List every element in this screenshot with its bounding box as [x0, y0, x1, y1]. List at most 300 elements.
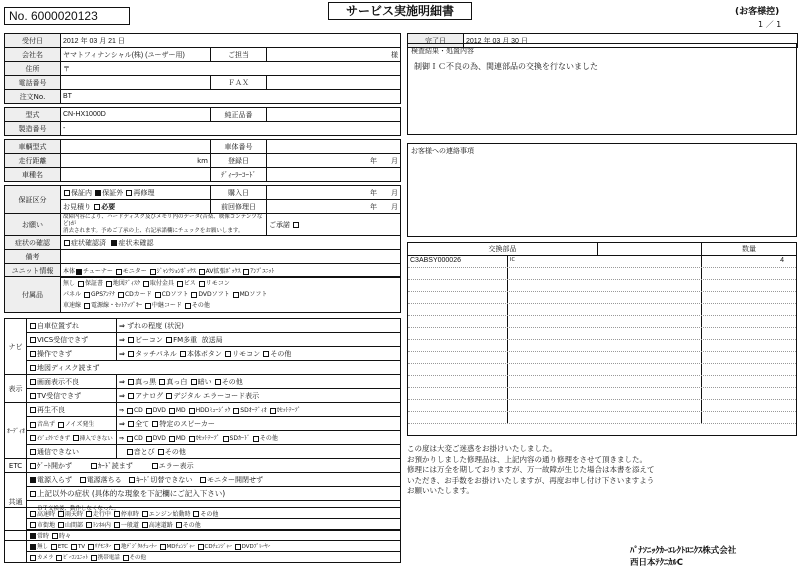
- contact-label: ご担当: [211, 48, 267, 62]
- parts-label: 交換部品: [408, 243, 598, 255]
- display-item-text: 画面表示不良: [37, 377, 79, 386]
- car-name-label: 車種名: [5, 168, 61, 182]
- road-checkbox[interactable]: [176, 522, 182, 528]
- remarks-value: [61, 250, 401, 264]
- display-analog: アナログ: [135, 391, 164, 400]
- acc-checkbox[interactable]: [145, 303, 151, 309]
- parts-row-empty: [408, 388, 796, 400]
- contact-sama: 様: [267, 48, 401, 62]
- opt-checkbox[interactable]: [235, 544, 241, 550]
- purchase-value: 年 月: [267, 186, 401, 200]
- road-checkbox[interactable]: [142, 522, 148, 528]
- genuine-value: [267, 108, 401, 122]
- common-label: 共通: [5, 473, 27, 531]
- audio-md: MD: [175, 407, 186, 414]
- quote-text: お見積り: [63, 202, 91, 211]
- acc-checkbox[interactable]: [199, 281, 205, 287]
- consent-cell: [267, 214, 401, 236]
- parts-header: [408, 243, 796, 256]
- acc-checkbox[interactable]: [84, 303, 90, 309]
- parts-row-empty: [408, 352, 796, 364]
- opt-checkbox[interactable]: [198, 544, 204, 550]
- in-warranty-text: 保証内: [71, 188, 92, 197]
- received-date: 2012 年 03 月 21 日: [61, 34, 401, 48]
- option-label: [5, 541, 27, 563]
- navi-touch: タッチパネル: [135, 349, 177, 358]
- navi-checkbox[interactable]: [263, 351, 269, 357]
- navi-checkbox[interactable]: [30, 337, 36, 343]
- common-checkbox[interactable]: [129, 477, 135, 483]
- request-label: お願い: [5, 214, 61, 236]
- display-checkbox[interactable]: [191, 379, 197, 385]
- navi-checkbox[interactable]: [30, 365, 36, 371]
- audio-item-text: 通信できない: [37, 447, 79, 456]
- symptom-options: [61, 236, 401, 250]
- order-label: 注文No.: [5, 90, 61, 104]
- audio-detail: [117, 445, 401, 459]
- etc-options: [27, 459, 401, 473]
- chassis-value: [267, 140, 401, 154]
- navi-item: [27, 347, 117, 361]
- symptom-table: [4, 318, 401, 531]
- navi-checkbox[interactable]: [166, 337, 172, 343]
- audio-checkbox[interactable]: [30, 407, 36, 413]
- unit-tuner-checkbox[interactable]: [76, 269, 82, 275]
- audio-sd: SDｵｰﾃﾞｨｵ: [240, 407, 267, 414]
- remarks-label: 備考: [5, 250, 61, 264]
- road-checkbox[interactable]: [30, 511, 36, 517]
- audio-detail: ⇒ 全て 特定のスピーカー: [117, 417, 401, 431]
- received-label: 受付日: [5, 34, 61, 48]
- etc-gate: ｹﾞｰﾄ開かず: [37, 461, 72, 470]
- common-drop: 電源落ちる: [86, 475, 122, 484]
- common-checkbox[interactable]: [80, 477, 86, 483]
- audio-sd2: SDｶｰﾄﾞ: [229, 435, 250, 442]
- etc-checkbox[interactable]: [91, 463, 97, 469]
- company-value: ヤマトフィナンシャル(株) (ユーザー用): [61, 48, 211, 62]
- audio-skip: 音とび: [133, 447, 155, 456]
- unit-amp-checkbox[interactable]: [243, 269, 249, 275]
- audio-md2: MD: [175, 435, 186, 442]
- road-other2: その他: [182, 521, 201, 529]
- warranty-options: [61, 186, 211, 200]
- navi-detail: ⇒ ずれの程度 (状況): [117, 319, 401, 333]
- audio-checkbox[interactable]: [127, 436, 133, 442]
- display-checkbox[interactable]: [128, 379, 134, 385]
- navi-item: [27, 361, 401, 375]
- navi-item-text: 操作できず: [37, 349, 72, 358]
- road-checkbox[interactable]: [30, 522, 36, 528]
- display-dark: 暗い: [197, 377, 212, 386]
- opt-camera: カメラ: [37, 555, 54, 561]
- document-number: No. 6000020123: [4, 7, 130, 25]
- notice-line: 修理には万全を期しておりますが、万一故障が生じた場合は本書を添えて: [407, 465, 655, 474]
- document-title: サービス実施明細書: [328, 2, 472, 20]
- company-label: 会社名: [5, 48, 61, 62]
- fax-value: [267, 76, 401, 90]
- audio-label: ｵｰﾃﾞｨｵ: [5, 403, 27, 459]
- consent-checkbox[interactable]: [293, 222, 299, 228]
- road-checkbox[interactable]: [114, 511, 120, 517]
- notice-text: [407, 444, 797, 497]
- out-warranty-text: 保証外: [102, 188, 124, 197]
- road-checkbox[interactable]: [193, 511, 199, 517]
- common-note-row: [27, 487, 401, 501]
- opt-checkbox[interactable]: [71, 544, 77, 550]
- audio-checkbox[interactable]: [189, 436, 195, 442]
- audio-checkbox[interactable]: [233, 408, 239, 414]
- symptom-confirmed-checkbox[interactable]: [64, 240, 70, 246]
- opt-other: その他: [129, 555, 147, 561]
- navi-item-text: VICS受信できず: [37, 335, 89, 344]
- symptom-unconfirmed-checkbox[interactable]: [111, 240, 117, 246]
- audio-checkbox[interactable]: [127, 408, 133, 414]
- audio-item: [27, 417, 117, 431]
- road-checkbox[interactable]: [58, 522, 64, 528]
- quote-options: [61, 200, 211, 214]
- acc-checkbox[interactable]: [143, 281, 149, 287]
- road-row3: [27, 530, 401, 541]
- mileage-label: 走行距離: [5, 154, 61, 168]
- acc-checkbox[interactable]: [191, 292, 197, 298]
- audio-cassette2: ｶｾｯﾄﾃｰﾌﾟ: [195, 435, 220, 442]
- quote-needed-checkbox[interactable]: [94, 204, 100, 210]
- opt-dvd: DVDﾌﾟﾚｰﾔｰ: [241, 544, 271, 550]
- audio-checkbox[interactable]: [223, 436, 229, 442]
- road-general: 一般道: [120, 521, 139, 529]
- road-label: [5, 508, 27, 541]
- parts-row-empty: [408, 268, 796, 280]
- audio-detail: ⇒ CD DVD MD HDDﾐｭｰｼﾞｯｸ SDｵｰﾃﾞｨｵ ｶｾｯﾄﾃｰﾌﾟ: [117, 403, 401, 417]
- chassis-label: 車体番号: [211, 140, 267, 154]
- etc-checkbox[interactable]: [30, 463, 36, 469]
- genuine-label: 純正品番: [211, 108, 267, 122]
- audio-checkbox[interactable]: [169, 436, 175, 442]
- parts-row-empty: [408, 328, 796, 340]
- road-checkbox[interactable]: [52, 533, 58, 539]
- parts-row-empty: [408, 376, 796, 388]
- navi-checkbox[interactable]: [128, 351, 134, 357]
- acc-checkbox[interactable]: [78, 281, 84, 287]
- acc-map: 地図ﾃﾞｨｽｸ: [112, 280, 140, 287]
- display-checkbox[interactable]: [215, 379, 221, 385]
- phone-value: [61, 76, 211, 90]
- opt-checkbox[interactable]: [114, 544, 120, 550]
- opt-row2: [27, 552, 401, 563]
- opt-etc: ETC: [57, 544, 69, 550]
- unit-amp: ｱﾝﾌﾟﾕﾆｯﾄ: [250, 268, 275, 275]
- opt-checkbox[interactable]: [56, 555, 62, 561]
- order-value: BT: [61, 90, 401, 104]
- display-white: 真っ白: [166, 377, 188, 386]
- audio-all: 全て: [135, 419, 150, 428]
- audio-checkbox[interactable]: [169, 408, 175, 414]
- audio-detail: ⇒ CD DVD MD ｶｾｯﾄﾃｰﾌﾟ SDｶｰﾄﾞ その他: [117, 431, 401, 445]
- acc-cd-card: CDカード: [124, 291, 152, 298]
- rework-checkbox[interactable]: [126, 190, 132, 196]
- navi-other: その他: [270, 349, 292, 358]
- road-stopped: 停車時: [120, 510, 139, 518]
- audio-checkbox[interactable]: [127, 449, 133, 455]
- acc-row3: [63, 300, 398, 311]
- request-text: 故障内容により、ハードディスク及びメモリ内のデータ(音楽、映像コンテンツなど)が 消去されます。予めご了承の上、右記承諾欄にチェックをお願いします。: [61, 214, 267, 236]
- common-options: [27, 473, 401, 487]
- navi-checkbox[interactable]: [225, 351, 231, 357]
- road-checkbox[interactable]: [86, 522, 92, 528]
- opt-checkbox[interactable]: [91, 555, 97, 561]
- dealer-code-label: ﾃﾞｨｰﾗｰｺｰﾄﾞ: [211, 168, 267, 182]
- mileage-unit: km: [61, 154, 211, 168]
- road-checkbox[interactable]: [30, 533, 36, 539]
- display-other: その他: [221, 377, 243, 386]
- audio-cassette: ｶｾｯﾄﾃｰﾌﾟ: [276, 407, 301, 414]
- audio-speaker: 特定のスピーカー: [159, 419, 215, 428]
- audio-dvd2: DVD: [152, 435, 166, 442]
- road-other: その他: [200, 510, 219, 518]
- opt-checkbox[interactable]: [123, 555, 129, 561]
- prev-repair-value: 年 月: [267, 200, 401, 214]
- address-label: 住所: [5, 62, 61, 76]
- audio-item-text: 音出ず: [37, 421, 56, 428]
- parts-row-empty: [408, 340, 796, 352]
- notice-line: この度は大変ご迷惑をお掛けいたしました。: [407, 444, 557, 453]
- audio-checkbox[interactable]: [146, 408, 152, 414]
- audio-cd2: CD: [133, 435, 143, 442]
- acc-power: 電源線・ｾｯﾄｱｯﾌﾟｷｰ: [90, 302, 142, 309]
- navi-checkbox[interactable]: [30, 351, 36, 357]
- common-checkbox[interactable]: [200, 477, 206, 483]
- etc-label: ETC: [5, 459, 27, 473]
- road-mountain: 山間部: [64, 521, 83, 529]
- result-label: 検査結果・処置内容: [411, 47, 474, 55]
- opt-checkbox[interactable]: [88, 544, 94, 550]
- opt-beacon: ﾋﾞｰｺﾝﾕﾆｯﾄ: [63, 555, 89, 561]
- unit-monitor-checkbox[interactable]: [116, 269, 122, 275]
- company-branch: 西日本ﾃｸﾆｶﾙC: [630, 558, 683, 568]
- symptom-label: 症状の確認: [5, 236, 61, 250]
- audio-other: その他: [164, 447, 186, 456]
- etc-card: ｶｰﾄﾞ読まず: [97, 461, 133, 470]
- accessory-table: [4, 276, 401, 313]
- prev-repair-label: 前回修理日: [211, 200, 267, 214]
- common-note: 上記以外の症状 (具体的な現象を下記欄にご記入下さい): [37, 489, 226, 498]
- opt-digital: 地ﾃﾞｼﾞﾀﾙﾁｭｰﾅｰ: [121, 544, 157, 550]
- road-checkbox[interactable]: [142, 511, 148, 517]
- etc-checkbox[interactable]: [152, 463, 158, 469]
- vehicle-model-label: 車輌型式: [5, 140, 61, 154]
- audio-cd: CD: [133, 407, 143, 414]
- opt-none: 無し: [37, 544, 49, 550]
- audio-hdd: HDDﾐｭｰｼﾞｯｸ: [195, 407, 231, 414]
- navi-item: [27, 319, 117, 333]
- acc-cd-soft: CDソフト: [161, 291, 189, 298]
- audio-checkbox[interactable]: [146, 436, 152, 442]
- acc-checkbox[interactable]: [84, 292, 90, 298]
- audio-checkbox[interactable]: [58, 422, 64, 428]
- reg-date-label: 登録日: [211, 154, 267, 168]
- navi-item: [27, 333, 117, 347]
- audio-item: [27, 403, 117, 417]
- display-item: [27, 375, 117, 389]
- display-checkbox[interactable]: [30, 393, 36, 399]
- acc-remote: リモコン: [205, 280, 230, 287]
- customer-info-table: [4, 33, 401, 278]
- road-row2: [27, 519, 401, 530]
- audio-checkbox[interactable]: [270, 408, 276, 414]
- display-checkbox[interactable]: [30, 379, 36, 385]
- acc-panel: パネル: [63, 291, 82, 298]
- unit-junction-checkbox[interactable]: [150, 269, 156, 275]
- parts-row-empty: [408, 316, 796, 328]
- display-detail: ⇒ アナログ デジタル エラーコード表示: [117, 389, 401, 403]
- road-highway-speed: 高速時: [37, 510, 56, 518]
- road-checkbox[interactable]: [86, 511, 92, 517]
- audio-checkbox[interactable]: [189, 408, 195, 414]
- symptom-confirmed-text: 症状確認済: [71, 238, 106, 247]
- navi-item-text: 自車位置ずれ: [37, 321, 79, 330]
- display-checkbox[interactable]: [159, 379, 165, 385]
- road-row1: [27, 508, 401, 519]
- parts-row-empty: [408, 400, 796, 412]
- parts-empty-rows: [408, 268, 796, 424]
- audio-item-text: 再生不良: [37, 405, 65, 414]
- display-digital: デジタル: [173, 391, 201, 400]
- audio-checkbox[interactable]: [253, 436, 259, 442]
- unit-av-checkbox[interactable]: [199, 269, 205, 275]
- opt-checkbox[interactable]: [160, 544, 166, 550]
- opt-checkbox[interactable]: [30, 555, 36, 561]
- navi-checkbox[interactable]: [30, 323, 36, 329]
- display-black: 真っ黒: [135, 377, 157, 386]
- parts-row-empty: [408, 412, 796, 424]
- road-always: 常時: [37, 532, 50, 540]
- car-name-value: [61, 168, 211, 182]
- opt-checkbox[interactable]: [30, 544, 36, 550]
- acc-none: 無し: [63, 280, 76, 287]
- completed-date: 2012 年 03 月 30 日: [464, 34, 798, 48]
- audio-checkbox[interactable]: [128, 421, 134, 427]
- audio-checkbox[interactable]: [30, 449, 36, 455]
- opt-row1: [27, 541, 401, 552]
- contact-box: [407, 143, 797, 237]
- phone-label: 電話番号: [5, 76, 61, 90]
- opt-phone: 携帯電話: [97, 555, 120, 561]
- serial-label: 製造番号: [5, 122, 61, 136]
- out-warranty-checkbox[interactable]: [95, 190, 101, 196]
- vehicle-model-value: [61, 140, 211, 154]
- audio-item: [27, 445, 117, 459]
- acc-row1: [63, 278, 398, 289]
- notice-line: いただき、お手数をお掛けいたしますが、再度お申し付け下さいますよう: [407, 475, 655, 485]
- road-tunnel: ﾄﾝﾈﾙ内: [92, 521, 111, 529]
- fax-label: ＦＡＸ: [211, 76, 267, 90]
- display-item-text: TV受信できず: [37, 391, 82, 400]
- dealer-code-value: [267, 168, 401, 182]
- common-checkbox[interactable]: [30, 477, 36, 483]
- parts-box: [407, 242, 797, 436]
- unit-tuner: チューナー: [83, 268, 113, 275]
- navi-station: 放送局: [201, 335, 223, 344]
- acc-checkbox[interactable]: [233, 292, 239, 298]
- in-warranty-checkbox[interactable]: [64, 190, 70, 196]
- opt-checkbox[interactable]: [51, 544, 57, 550]
- acc-warranty: 保証書: [84, 280, 103, 287]
- navi-item-text: 地図ディスク読まず: [37, 363, 100, 372]
- rework-text: 再修理: [133, 188, 155, 197]
- common-key: ｷｰﾄﾞ切替できない: [136, 475, 193, 484]
- display-checkbox[interactable]: [166, 393, 172, 399]
- acc-dvd-soft: DVDソフト: [198, 291, 230, 298]
- navi-beacon: ビーコン: [135, 335, 163, 344]
- address-value: 〒: [61, 62, 401, 76]
- navi-label: ナビ: [5, 319, 27, 375]
- unit-monitor: モニター: [122, 268, 147, 275]
- warranty-label: 保証区分: [5, 186, 61, 214]
- acc-checkbox[interactable]: [118, 292, 124, 298]
- acc-screw: ビス: [183, 280, 196, 287]
- unit-body: 本体: [63, 268, 76, 275]
- audio-checkbox[interactable]: [158, 449, 164, 455]
- audio-checkbox[interactable]: [152, 421, 158, 427]
- audio-item: [27, 431, 117, 445]
- contact-items-label: お客様への連絡事項: [411, 147, 474, 155]
- audio-checkbox[interactable]: [30, 422, 36, 428]
- road-checkbox[interactable]: [114, 522, 120, 528]
- audio-checkbox[interactable]: [73, 435, 79, 441]
- display-checkbox[interactable]: [128, 393, 134, 399]
- common-checkbox[interactable]: [30, 491, 36, 497]
- page-number: 1 ／ 1: [758, 20, 782, 29]
- notice-line: お願いいたします。: [407, 486, 474, 495]
- unit-label: ユニット情報: [5, 264, 61, 278]
- unit-av: AV拡張ﾎﾞｯｸｽ: [205, 268, 241, 275]
- acc-checkbox[interactable]: [106, 281, 112, 287]
- navi-checkbox[interactable]: [180, 351, 186, 357]
- acc-checkbox[interactable]: [177, 281, 183, 287]
- opt-cd: CDﾁｪﾝｼﾞｬｰ: [204, 544, 232, 550]
- acc-speed: 車速線: [63, 302, 82, 309]
- opt-tv: TV: [77, 544, 85, 550]
- acc-checkbox[interactable]: [185, 303, 191, 309]
- part-qty: 4: [780, 257, 784, 264]
- common-text: ＢＴ交換後、動作しなくなった。: [27, 501, 401, 531]
- navi-checkbox[interactable]: [128, 337, 134, 343]
- notice-line: お預かりしました修理品は、上記内容の通り修理をさせて頂きました。: [407, 454, 647, 464]
- part-code: C3ABSY000026: [408, 256, 508, 267]
- acc-bracket: 取付金具: [149, 280, 174, 287]
- acc-row2: [63, 289, 398, 300]
- road-expressway: 高速道路: [148, 521, 173, 529]
- symptom-unconfirmed-text: 症状未確認: [118, 238, 154, 247]
- audio-checkbox[interactable]: [30, 435, 36, 441]
- parts-row: [408, 256, 796, 268]
- model-value: CN-HX1000D: [61, 108, 211, 122]
- audio-dvd: DVD: [152, 407, 166, 414]
- road-sometimes: 時々: [58, 532, 71, 540]
- company-name: ﾊﾟﾅｿﾆｯｸｶｰｴﾚｸﾄﾛﾆｸｽ株式会社: [630, 546, 737, 556]
- serial-value: -: [61, 122, 401, 136]
- acc-checkbox[interactable]: [155, 292, 161, 298]
- accessory-label: 付属品: [5, 277, 61, 313]
- navi-button: 本体ボタン: [186, 349, 222, 358]
- acc-other: その他: [191, 302, 210, 309]
- part-name: IC: [508, 256, 702, 267]
- road-checkbox[interactable]: [58, 511, 64, 517]
- road-engine: エンジン始動時: [148, 510, 191, 518]
- audio-insert: 挿入できない: [79, 435, 113, 442]
- navi-detail: ⇒ ビーコン FM多重 放送局: [117, 333, 401, 347]
- road-rain: 雨天時: [64, 510, 83, 518]
